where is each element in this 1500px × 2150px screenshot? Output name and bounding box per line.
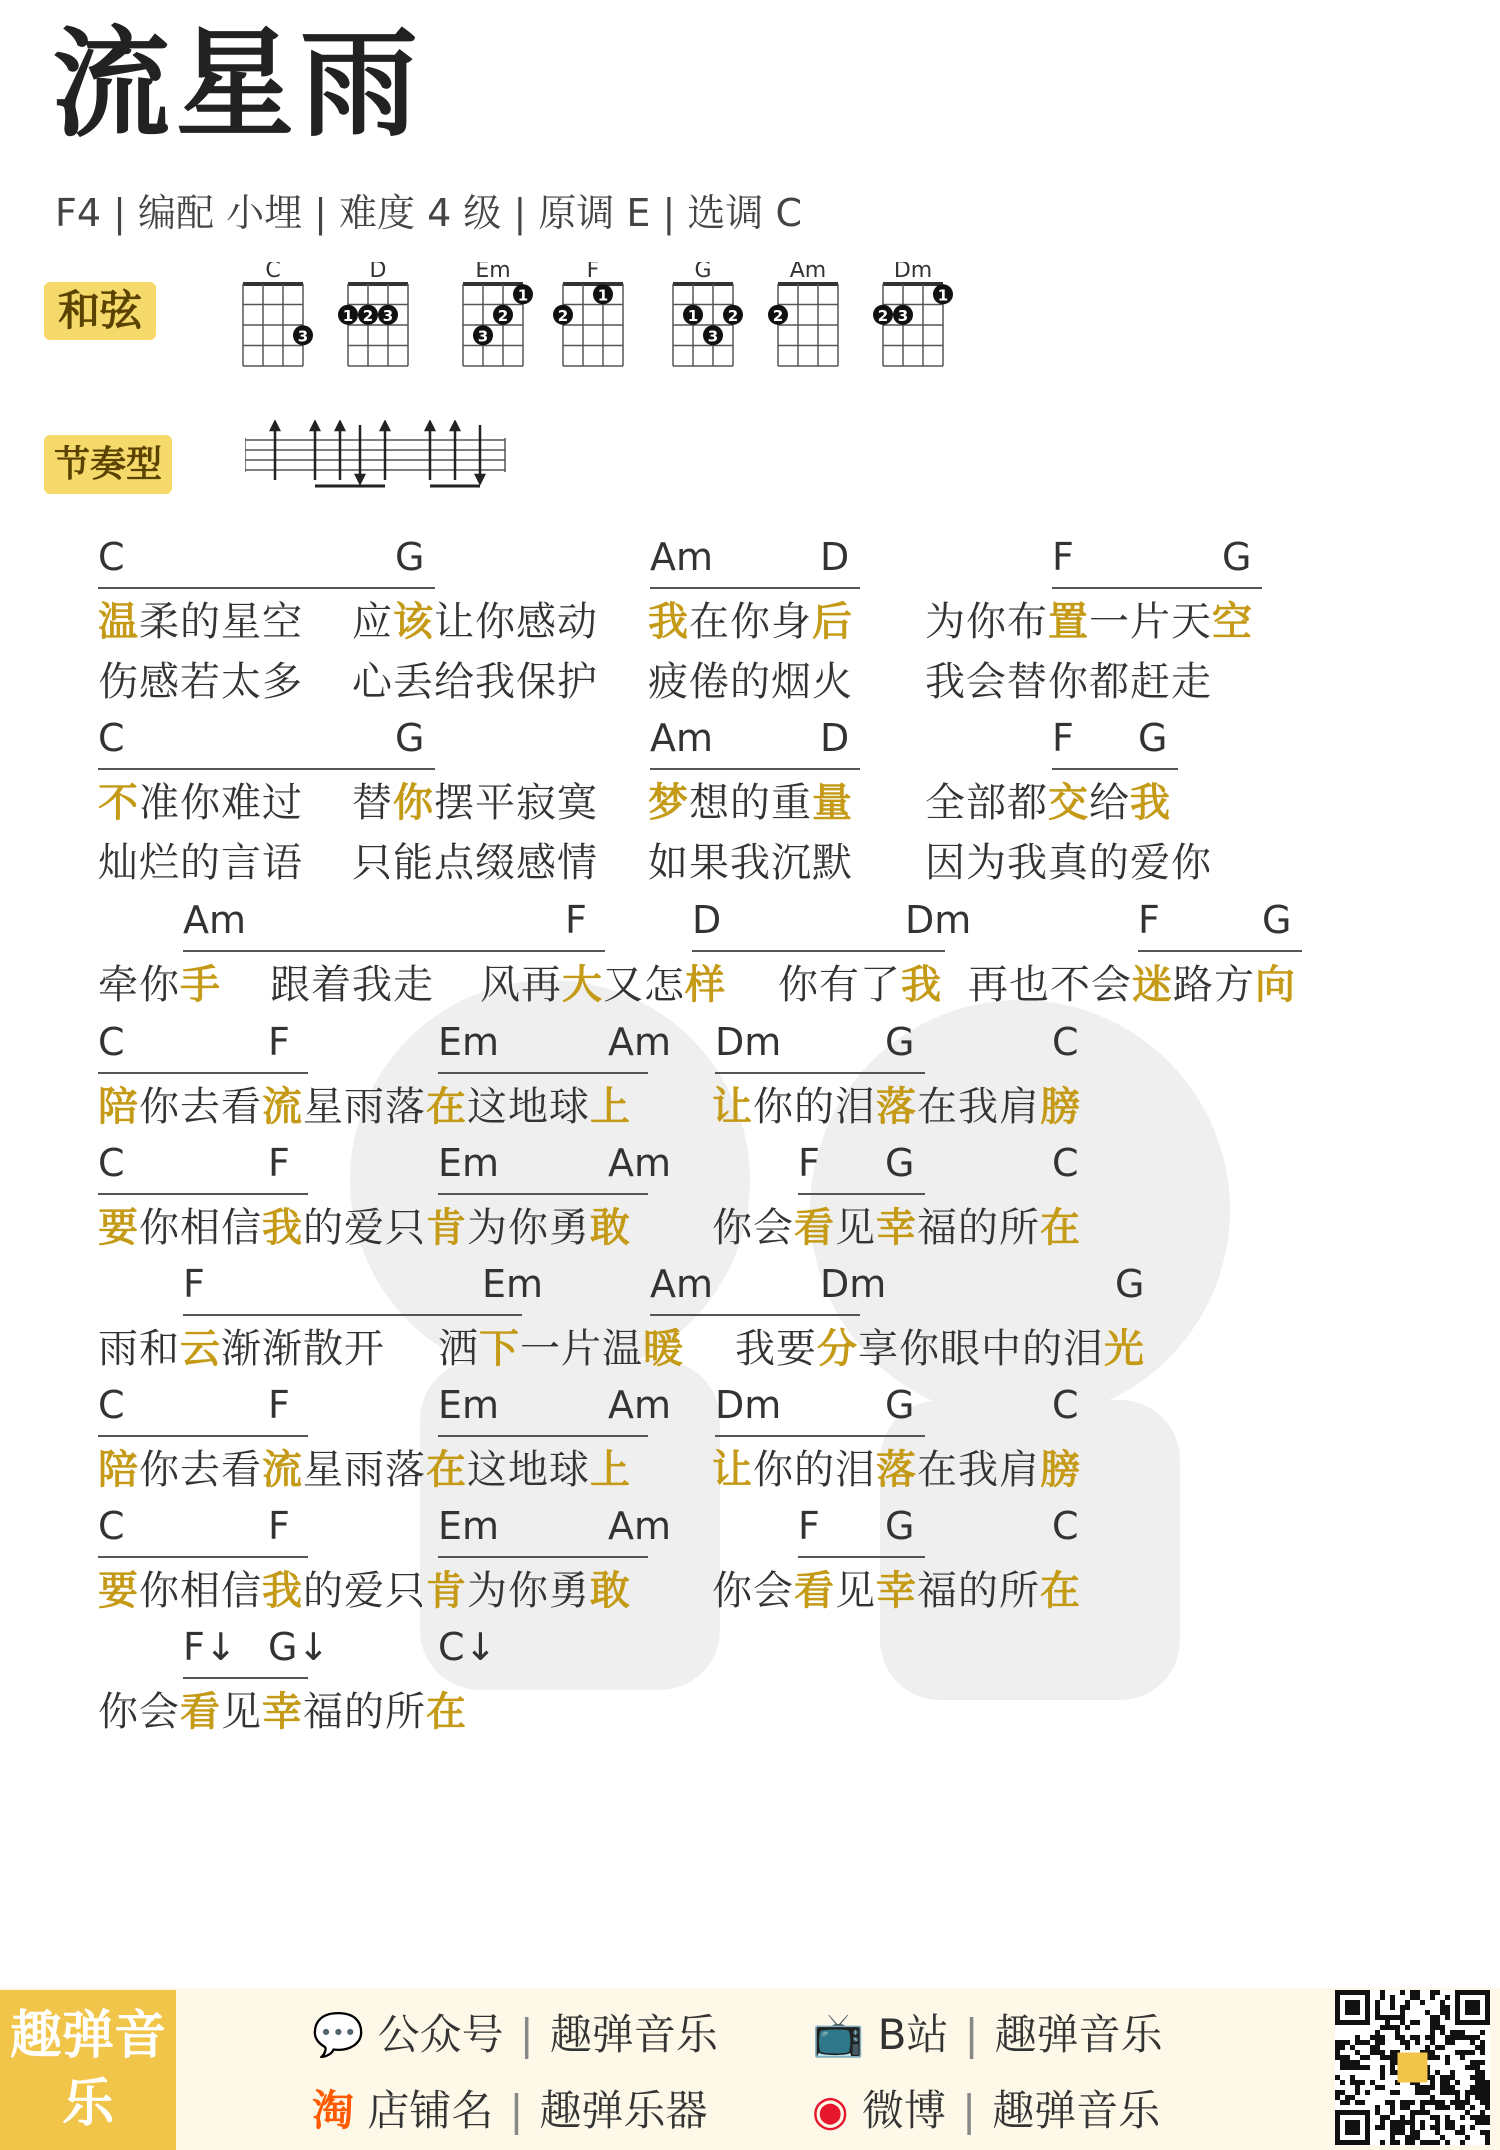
- bilibili-label: B站: [877, 2010, 949, 2059]
- rhythm-tag: 节奏型: [44, 435, 172, 494]
- chord-symbol: G: [1222, 535, 1252, 579]
- lyric-phrase: [352, 650, 598, 707]
- lyric-accent: 样: [685, 962, 726, 1008]
- chord-symbol: F: [798, 1141, 820, 1185]
- chord-bar-line: [98, 1556, 308, 1558]
- chord-bar-line: [1052, 768, 1178, 770]
- lyric-accent: 膀: [1040, 1084, 1081, 1130]
- lyric-accent: 我: [901, 962, 942, 1008]
- chord-diagram-c: [243, 262, 313, 366]
- chord-bar-line: [715, 1072, 925, 1074]
- chord-symbol: C: [1052, 1504, 1079, 1548]
- lyric-accent: 你: [393, 780, 434, 826]
- lyric-text: 给: [1089, 780, 1130, 826]
- lyric-accent: 看: [180, 1689, 221, 1735]
- chord-bar-line: [183, 950, 605, 952]
- lyric-text: 路方: [1173, 962, 1255, 1008]
- lyric-accent: 要: [98, 1568, 139, 1614]
- taobao-icon: 淘: [312, 2086, 355, 2135]
- qr-code[interactable]: [1335, 1990, 1490, 2145]
- lyric-text: 星雨落: [303, 1084, 426, 1130]
- lyric-text: 想的重: [689, 780, 812, 826]
- chord-bar-line: [98, 587, 435, 589]
- lyric-phrase: [778, 953, 942, 1010]
- lyric-text: 见: [835, 1568, 876, 1614]
- chord-symbol: G: [395, 535, 425, 579]
- chord-symbol: F: [1052, 535, 1074, 579]
- lyric-text: 你去看: [139, 1084, 262, 1130]
- chord-bar-line: [650, 768, 860, 770]
- lyric-text: 伤感若太多: [98, 659, 303, 705]
- chord-bar-line: [438, 1072, 648, 1074]
- lyric-text: 心丢给我保护: [352, 659, 598, 705]
- lyric-phrase: [352, 590, 598, 647]
- lyric-accent: 置: [1048, 599, 1089, 645]
- svg-text:2: 2: [557, 306, 569, 325]
- lyric-text: 我要: [735, 1326, 817, 1372]
- lyric-accent: 手: [180, 962, 221, 1008]
- lyric-text: 你的泪: [753, 1084, 876, 1130]
- lyric-accent: 肯: [426, 1568, 467, 1614]
- svg-text:1: 1: [342, 306, 354, 325]
- footer: [0, 1988, 1500, 2150]
- svg-text:1: 1: [937, 286, 949, 305]
- bilibili-value: 趣弹音乐: [994, 2010, 1163, 2059]
- lyric-phrase: [925, 831, 1212, 888]
- chord-bar-line: [715, 1435, 925, 1437]
- chord-bar-line: [98, 1193, 308, 1195]
- lyric-phrase: [648, 831, 853, 888]
- chord-symbol: D: [820, 535, 850, 579]
- chord-diagram-g: [673, 262, 743, 366]
- song-meta: F4 | 编配 小埋 | 难度 4 级 | 原调 E | 选调 C: [55, 191, 802, 235]
- lyric-phrase: [712, 1075, 1081, 1132]
- lyric-text: 星雨落: [303, 1447, 426, 1493]
- lyric-accent: 我: [262, 1568, 303, 1614]
- chord-symbol: C: [1052, 1141, 1079, 1185]
- lyric-text: 你会: [712, 1568, 794, 1614]
- lyric-accent: 落: [876, 1084, 917, 1130]
- lyric-text: 享你眼中的泪: [858, 1326, 1104, 1372]
- lyric-text: 的爱只: [303, 1205, 426, 1251]
- lyric-accent: 分: [817, 1326, 858, 1372]
- lyric-text: 跟着我走: [270, 962, 434, 1008]
- song-title: 流星雨: [52, 15, 425, 153]
- chord-bar-line: [98, 1072, 308, 1074]
- chord-diagram-d: [338, 262, 408, 366]
- chord-symbol: Em: [438, 1504, 500, 1548]
- rhythm-pattern: [245, 420, 515, 490]
- svg-text:3: 3: [707, 327, 719, 346]
- lyric-phrase: [98, 831, 303, 888]
- lyric-text: 你会: [98, 1689, 180, 1735]
- chord-diagram-label: Dm: [893, 262, 933, 283]
- chord-symbol: F: [1052, 716, 1074, 760]
- svg-text:3: 3: [297, 327, 309, 346]
- chord-symbol: Am: [608, 1383, 672, 1427]
- lyric-accent: 上: [590, 1447, 631, 1493]
- chord-symbol: G: [1138, 716, 1168, 760]
- lyric-text: 摆平寂寞: [434, 780, 598, 826]
- chord-symbol: Am: [650, 716, 714, 760]
- lyric-text: 在我肩: [917, 1084, 1040, 1130]
- chord-symbol: Am: [650, 535, 714, 579]
- lyric-accent: 量: [812, 780, 853, 826]
- chord-bar-line: [438, 1435, 648, 1437]
- lyric-text: 风再: [480, 962, 562, 1008]
- lyric-accent: 云: [180, 1326, 221, 1372]
- lyric-text: 雨和: [98, 1326, 180, 1372]
- shop-value: 趣弹乐器: [539, 2086, 708, 2135]
- lyric-phrase: [352, 771, 598, 828]
- lyric-accent: 向: [1255, 962, 1296, 1008]
- lyric-text: 一片天: [1089, 599, 1212, 645]
- lyric-text: 见: [835, 1205, 876, 1251]
- chord-symbol: Am: [183, 898, 247, 942]
- chords-tag: 和弦: [44, 282, 156, 340]
- chord-symbol: G: [1115, 1262, 1145, 1306]
- chord-symbol: G: [885, 1020, 915, 1064]
- lyric-accent: 后: [812, 599, 853, 645]
- chord-symbol: Em: [438, 1383, 500, 1427]
- weibo-label: 微博: [862, 2086, 947, 2135]
- lyric-text: 疲倦的烟火: [648, 659, 853, 705]
- svg-text:3: 3: [477, 327, 489, 346]
- lyric-accent: 光: [1104, 1326, 1145, 1372]
- lyric-text: 让你感动: [434, 599, 598, 645]
- svg-text:1: 1: [597, 286, 609, 305]
- chord-symbol: G: [885, 1141, 915, 1185]
- chord-symbol: Am: [650, 1262, 714, 1306]
- lyric-text: 你会: [712, 1205, 794, 1251]
- weibo-icon: ◉: [812, 2086, 849, 2135]
- lyric-phrase: [98, 771, 303, 828]
- chord-bar-line: [1138, 950, 1302, 952]
- chord-diagram-label: C: [265, 262, 281, 283]
- lyric-accent: 在: [1040, 1205, 1081, 1251]
- chord-symbol: F↓: [183, 1625, 237, 1669]
- chord-symbol: D: [692, 898, 722, 942]
- lyric-phrase: [98, 1680, 467, 1737]
- wechat-icon: 💬: [312, 2010, 365, 2059]
- lyric-text: 因为我真的爱你: [925, 840, 1212, 886]
- chord-symbol: F: [565, 898, 587, 942]
- chord-bar-line: [650, 587, 860, 589]
- lyric-accent: 落: [876, 1447, 917, 1493]
- lyric-phrase: [925, 590, 1253, 647]
- chord-bar-line: [183, 1314, 522, 1316]
- chord-symbol: Dm: [715, 1020, 782, 1064]
- chord-symbol: Em: [482, 1262, 544, 1306]
- chord-symbol: G↓: [268, 1625, 330, 1669]
- lyric-accent: 肯: [426, 1205, 467, 1251]
- lyric-accent: 流: [262, 1084, 303, 1130]
- lyric-text: 在我肩: [917, 1447, 1040, 1493]
- lyric-accent: 在: [426, 1084, 467, 1130]
- lyric-phrase: [648, 590, 853, 647]
- chord-symbol: Em: [438, 1020, 500, 1064]
- chord-symbol: G: [1262, 898, 1292, 942]
- lyric-accent: 我: [648, 599, 689, 645]
- lyric-phrase: [925, 771, 1171, 828]
- chord-symbol: D: [820, 716, 850, 760]
- lyric-accent: 不: [98, 780, 139, 826]
- chord-symbol: F: [183, 1262, 205, 1306]
- chord-bar-line: [183, 1677, 308, 1679]
- lyric-phrase: [98, 1196, 631, 1253]
- chord-bar-line: [798, 1556, 925, 1558]
- lyric-text: 这地球: [467, 1447, 590, 1493]
- chord-symbol: G: [395, 716, 425, 760]
- lyric-text: 牵你: [98, 962, 180, 1008]
- lyric-text: 这地球: [467, 1084, 590, 1130]
- chord-symbol: Dm: [905, 898, 972, 942]
- lyric-phrase: [98, 590, 303, 647]
- svg-text:3: 3: [382, 306, 394, 325]
- chord-symbol: Am: [608, 1141, 672, 1185]
- lyric-text: 渐渐散开: [221, 1326, 385, 1372]
- lyric-accent: 陪: [98, 1084, 139, 1130]
- svg-text:2: 2: [362, 306, 374, 325]
- lyric-accent: 梦: [648, 780, 689, 826]
- svg-text:1: 1: [687, 306, 699, 325]
- weibo-value: 趣弹音乐: [992, 2086, 1161, 2135]
- chord-symbol: Am: [608, 1020, 672, 1064]
- lyric-text: 你有了: [778, 962, 901, 1008]
- chord-symbol: C: [98, 1504, 125, 1548]
- lyric-phrase: [270, 953, 434, 1010]
- svg-text:3: 3: [897, 306, 909, 325]
- chord-diagram-label: Em: [475, 262, 511, 283]
- chord-bar-line: [98, 1435, 308, 1437]
- lyric-accent: 幸: [262, 1689, 303, 1735]
- lyric-accent: 该: [393, 599, 434, 645]
- lyric-phrase: [712, 1559, 1081, 1616]
- chord-symbol: C: [98, 716, 125, 760]
- lyric-text: 为你勇: [467, 1568, 590, 1614]
- chord-symbol: Em: [438, 1141, 500, 1185]
- chord-bar-line: [438, 1556, 648, 1558]
- lyric-phrase: [438, 1317, 684, 1374]
- lyric-text: 的爱只: [303, 1568, 426, 1614]
- brand-logo: 趣弹音乐: [0, 1990, 176, 2150]
- lyric-text: 你相信: [139, 1205, 262, 1251]
- lyric-accent: 在: [426, 1447, 467, 1493]
- lyric-accent: 交: [1048, 780, 1089, 826]
- lyric-accent: 空: [1212, 599, 1253, 645]
- lyric-text: 一片温: [520, 1326, 643, 1372]
- lyric-text: 准你难过: [139, 780, 303, 826]
- lyric-accent: 在: [426, 1689, 467, 1735]
- lyric-accent: 陪: [98, 1447, 139, 1493]
- lyric-accent: 敢: [590, 1205, 631, 1251]
- lyric-text: 福的所: [303, 1689, 426, 1735]
- shop-label: 店铺名: [367, 2086, 494, 2135]
- lyric-text: 你去看: [139, 1447, 262, 1493]
- chord-symbol: C↓: [438, 1625, 497, 1669]
- chord-symbol: F: [268, 1020, 290, 1064]
- lyric-text: 如果我沉默: [648, 840, 853, 886]
- chord-symbol: F: [268, 1504, 290, 1548]
- chord-symbol: F: [1138, 898, 1160, 942]
- lyric-phrase: [925, 650, 1212, 707]
- chord-symbol: Dm: [715, 1383, 782, 1427]
- chord-bar-line: [1052, 587, 1262, 589]
- chord-symbol: G: [885, 1504, 915, 1548]
- chord-diagram-f: [553, 262, 623, 366]
- lyric-phrase: [712, 1438, 1081, 1495]
- lyric-phrase: [480, 953, 726, 1010]
- chord-diagram-am: [768, 262, 838, 366]
- lyric-phrase: [648, 771, 853, 828]
- lyric-accent: 看: [794, 1568, 835, 1614]
- lyric-accent: 膀: [1040, 1447, 1081, 1493]
- lyric-phrase: [98, 1559, 631, 1616]
- lyric-accent: 看: [794, 1205, 835, 1251]
- lyric-text: 灿烂的言语: [98, 840, 303, 886]
- svg-text:2: 2: [772, 306, 784, 325]
- lyric-phrase: [735, 1317, 1145, 1374]
- chord-symbol: C: [98, 1383, 125, 1427]
- lyric-accent: 幸: [876, 1205, 917, 1251]
- lyric-phrase: [98, 953, 221, 1010]
- lyric-text: 再也不会: [968, 962, 1132, 1008]
- lyric-phrase: [352, 831, 598, 888]
- chord-symbol: G: [885, 1383, 915, 1427]
- lyric-text: 福的所: [917, 1568, 1040, 1614]
- lyric-text: 你相信: [139, 1568, 262, 1614]
- lyric-text: 你的泪: [753, 1447, 876, 1493]
- chord-symbol: F: [798, 1504, 820, 1548]
- chord-symbol: F: [268, 1383, 290, 1427]
- lyric-accent: 要: [98, 1205, 139, 1251]
- wechat-label: 公众号: [377, 2010, 504, 2059]
- lyric-accent: 敢: [590, 1568, 631, 1614]
- bilibili-row: 📺 B站 | 趣弹音乐: [812, 2010, 1163, 2059]
- chord-symbol: Dm: [820, 1262, 887, 1306]
- weibo-row: ◉ 微博 | 趣弹音乐: [812, 2086, 1161, 2135]
- lyric-accent: 我: [1130, 780, 1171, 826]
- lyric-text: 应: [352, 599, 393, 645]
- lyric-text: 为你布: [925, 599, 1048, 645]
- wechat-row: 💬 公众号 | 趣弹音乐: [312, 2010, 718, 2059]
- lyric-accent: 上: [590, 1084, 631, 1130]
- lyric-text: 替: [352, 780, 393, 826]
- chord-symbol: F: [268, 1141, 290, 1185]
- lyric-text: 在你身: [689, 599, 812, 645]
- chord-diagram-label: Am: [789, 262, 827, 283]
- chord-symbol: C: [98, 1141, 125, 1185]
- wechat-value: 趣弹音乐: [549, 2010, 718, 2059]
- chord-bar-line: [98, 768, 435, 770]
- lyric-text: 洒: [438, 1326, 479, 1372]
- lyric-accent: 在: [1040, 1568, 1081, 1614]
- lyric-accent: 幸: [876, 1568, 917, 1614]
- lyric-text: 柔的星空: [139, 599, 303, 645]
- lyric-accent: 暖: [643, 1326, 684, 1372]
- chord-diagrams: [235, 262, 975, 384]
- chord-symbol: C: [1052, 1020, 1079, 1064]
- lyric-phrase: [712, 1196, 1081, 1253]
- svg-text:1: 1: [517, 286, 529, 305]
- lyric-accent: 让: [712, 1447, 753, 1493]
- bilibili-icon: 📺: [812, 2010, 865, 2059]
- lyric-text: 全部都: [925, 780, 1048, 826]
- lyric-phrase: [648, 650, 853, 707]
- chord-symbol: C: [98, 535, 125, 579]
- lyric-text: 为你勇: [467, 1205, 590, 1251]
- svg-text:2: 2: [727, 306, 739, 325]
- lyric-text: 我会替你都赶走: [925, 659, 1212, 705]
- lyric-phrase: [98, 1075, 631, 1132]
- shop-row: 淘 店铺名 | 趣弹乐器: [312, 2086, 708, 2135]
- lyric-text: 又怎: [603, 962, 685, 1008]
- chord-bar-line: [650, 1314, 860, 1316]
- lyric-accent: 流: [262, 1447, 303, 1493]
- chord-diagram-label: F: [586, 262, 600, 283]
- lyric-phrase: [98, 1317, 385, 1374]
- chord-bar-line: [692, 950, 945, 952]
- lyric-phrase: [98, 650, 303, 707]
- chord-diagram-label: G: [694, 262, 712, 283]
- lyric-text: 福的所: [917, 1205, 1040, 1251]
- lyric-accent: 迷: [1132, 962, 1173, 1008]
- chord-diagram-label: D: [369, 262, 387, 283]
- lyric-text: 只能点缀感情: [352, 840, 598, 886]
- lyric-accent: 温: [98, 599, 139, 645]
- chord-symbol: Am: [608, 1504, 672, 1548]
- lyric-text: 见: [221, 1689, 262, 1735]
- chord-bar-line: [798, 1193, 925, 1195]
- chord-diagram-em: [463, 262, 533, 366]
- lyric-phrase: [98, 1438, 631, 1495]
- lyric-accent: 让: [712, 1084, 753, 1130]
- svg-text:2: 2: [877, 306, 889, 325]
- chord-symbol: C: [98, 1020, 125, 1064]
- lyric-accent: 我: [262, 1205, 303, 1251]
- lyric-accent: 大: [562, 962, 603, 1008]
- chord-symbol: C: [1052, 1383, 1079, 1427]
- lyric-accent: 下: [479, 1326, 520, 1372]
- chord-diagram-dm: [873, 262, 953, 366]
- svg-text:2: 2: [497, 306, 509, 325]
- lyric-phrase: [968, 953, 1296, 1010]
- chord-bar-line: [438, 1193, 648, 1195]
